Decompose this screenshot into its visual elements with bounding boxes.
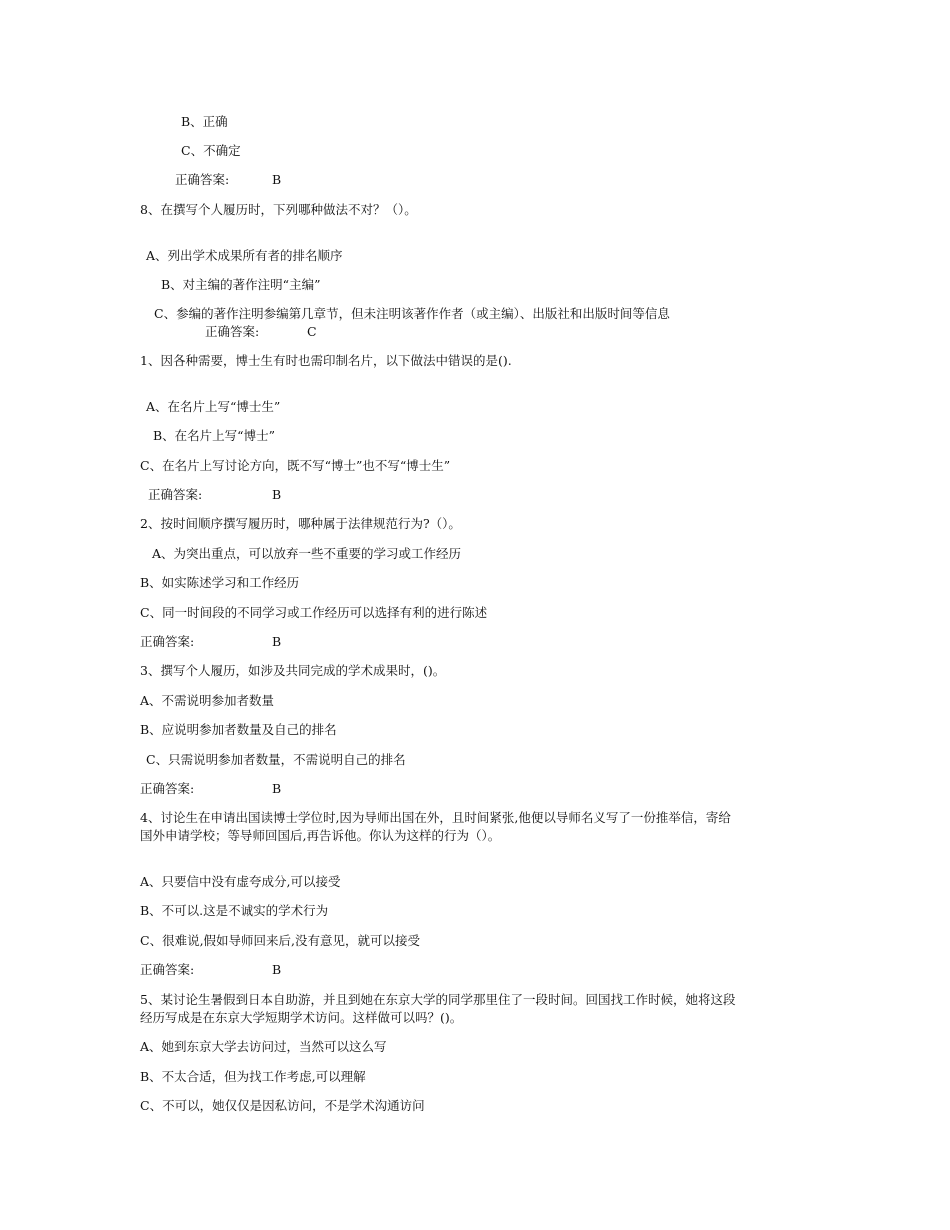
question-1: 1、因各种需要，博士生有时也需印制名片，以下做法中错误的是(). <box>140 353 512 368</box>
question-5-line-2: 经历写成是在东京大学短期学术访问。这样做可以吗？()。 <box>140 1010 463 1025</box>
q4-option-a: A、只要信中没有虚夸成分,可以接受 <box>140 874 341 889</box>
q1-option-a: A、在名片上写“博士生” <box>146 399 281 414</box>
q1-option-b: B、在名片上写“博士” <box>153 428 275 443</box>
q5-option-c: C、不可以，她仅仅是因私访问，不是学术沟通访问 <box>140 1098 425 1113</box>
answer-value: B <box>272 781 282 796</box>
q4-option-c: C、很难说,假如导师回来后,没有意见，就可以接受 <box>140 933 421 948</box>
q2-option-b: B、如实陈述学习和工作经历 <box>140 575 300 590</box>
answer-value: B <box>272 487 282 502</box>
question-8: 8、在撰写个人履历时，下列哪种做法不对？（）。 <box>140 202 417 217</box>
q8-answer <box>205 324 317 339</box>
answer-value: B <box>272 634 282 649</box>
q8-option-c: C、参编的著作注明参编第几章节，但未注明该著作作者（或主编）、出版社和出版时间等信息 <box>154 306 670 321</box>
answer-value: C <box>307 324 317 339</box>
answer-value: B <box>272 172 282 187</box>
q3-answer <box>140 781 282 796</box>
option-c-prev: C、不确定 <box>181 143 241 158</box>
answer-label: 正确答案: <box>140 962 195 977</box>
answer-prev <box>175 172 282 187</box>
answer-label: 正确答案: <box>175 172 230 187</box>
q3-option-b: B、应说明参加者数量及自己的排名 <box>140 722 337 737</box>
answer-label: 正确答案: <box>205 324 260 339</box>
question-4-line-2: 国外申请学校；等导师回国后,再告诉他。你认为这样的行为（）。 <box>140 828 501 843</box>
question-5-line-1: 5、某讨论生暑假到日本自助游，并且到她在东京大学的同学那里住了一段时间。回国找工作时候，她将这段 <box>140 992 736 1007</box>
answer-label: 正确答案: <box>140 634 195 649</box>
q8-option-a: A、列出学术成果所有者的排名顺序 <box>146 248 343 263</box>
question-3: 3、撰写个人履历，如涉及共同完成的学术成果时，()。 <box>140 663 446 678</box>
q2-option-a: A、为突出重点，可以放弃一些不重要的学习或工作经历 <box>152 546 462 561</box>
answer-label: 正确答案: <box>148 487 203 502</box>
q8-option-b: B、对主编的著作注明“主编” <box>161 277 321 292</box>
answer-value: B <box>272 962 282 977</box>
q3-option-a: A、不需说明参加者数量 <box>140 693 275 708</box>
q2-answer <box>140 634 282 649</box>
q5-option-a: A、她到东京大学去访问过，当然可以这么写 <box>140 1039 387 1054</box>
q3-option-c: C、只需说明参加者数量，不需说明自己的排名 <box>146 752 406 767</box>
q2-option-c: C、同一时间段的不同学习或工作经历可以选择有利的进行陈述 <box>140 605 488 620</box>
q4-answer <box>140 962 282 977</box>
question-2: 2、按时间顺序撰写履历时，哪种属于法律规范行为?（）。 <box>140 516 461 531</box>
answer-label: 正确答案: <box>140 781 195 796</box>
q1-option-c: C、在名片上写讨论方向，既不写“博士”也不写“博士生” <box>140 458 451 473</box>
q1-answer <box>148 487 282 502</box>
q5-option-b: B、不太合适，但为找工作考虑,可以理解 <box>140 1069 366 1084</box>
q4-option-b: B、不可以.这是不诚实的学术行为 <box>140 903 329 918</box>
option-b-prev: B、正确 <box>181 114 228 129</box>
question-4-line-1: 4、讨论生在申请出国读博士学位时,因为导师出国在外，且时间紧张,他便以导师名义写了一份推举信，寄给 <box>140 810 731 825</box>
